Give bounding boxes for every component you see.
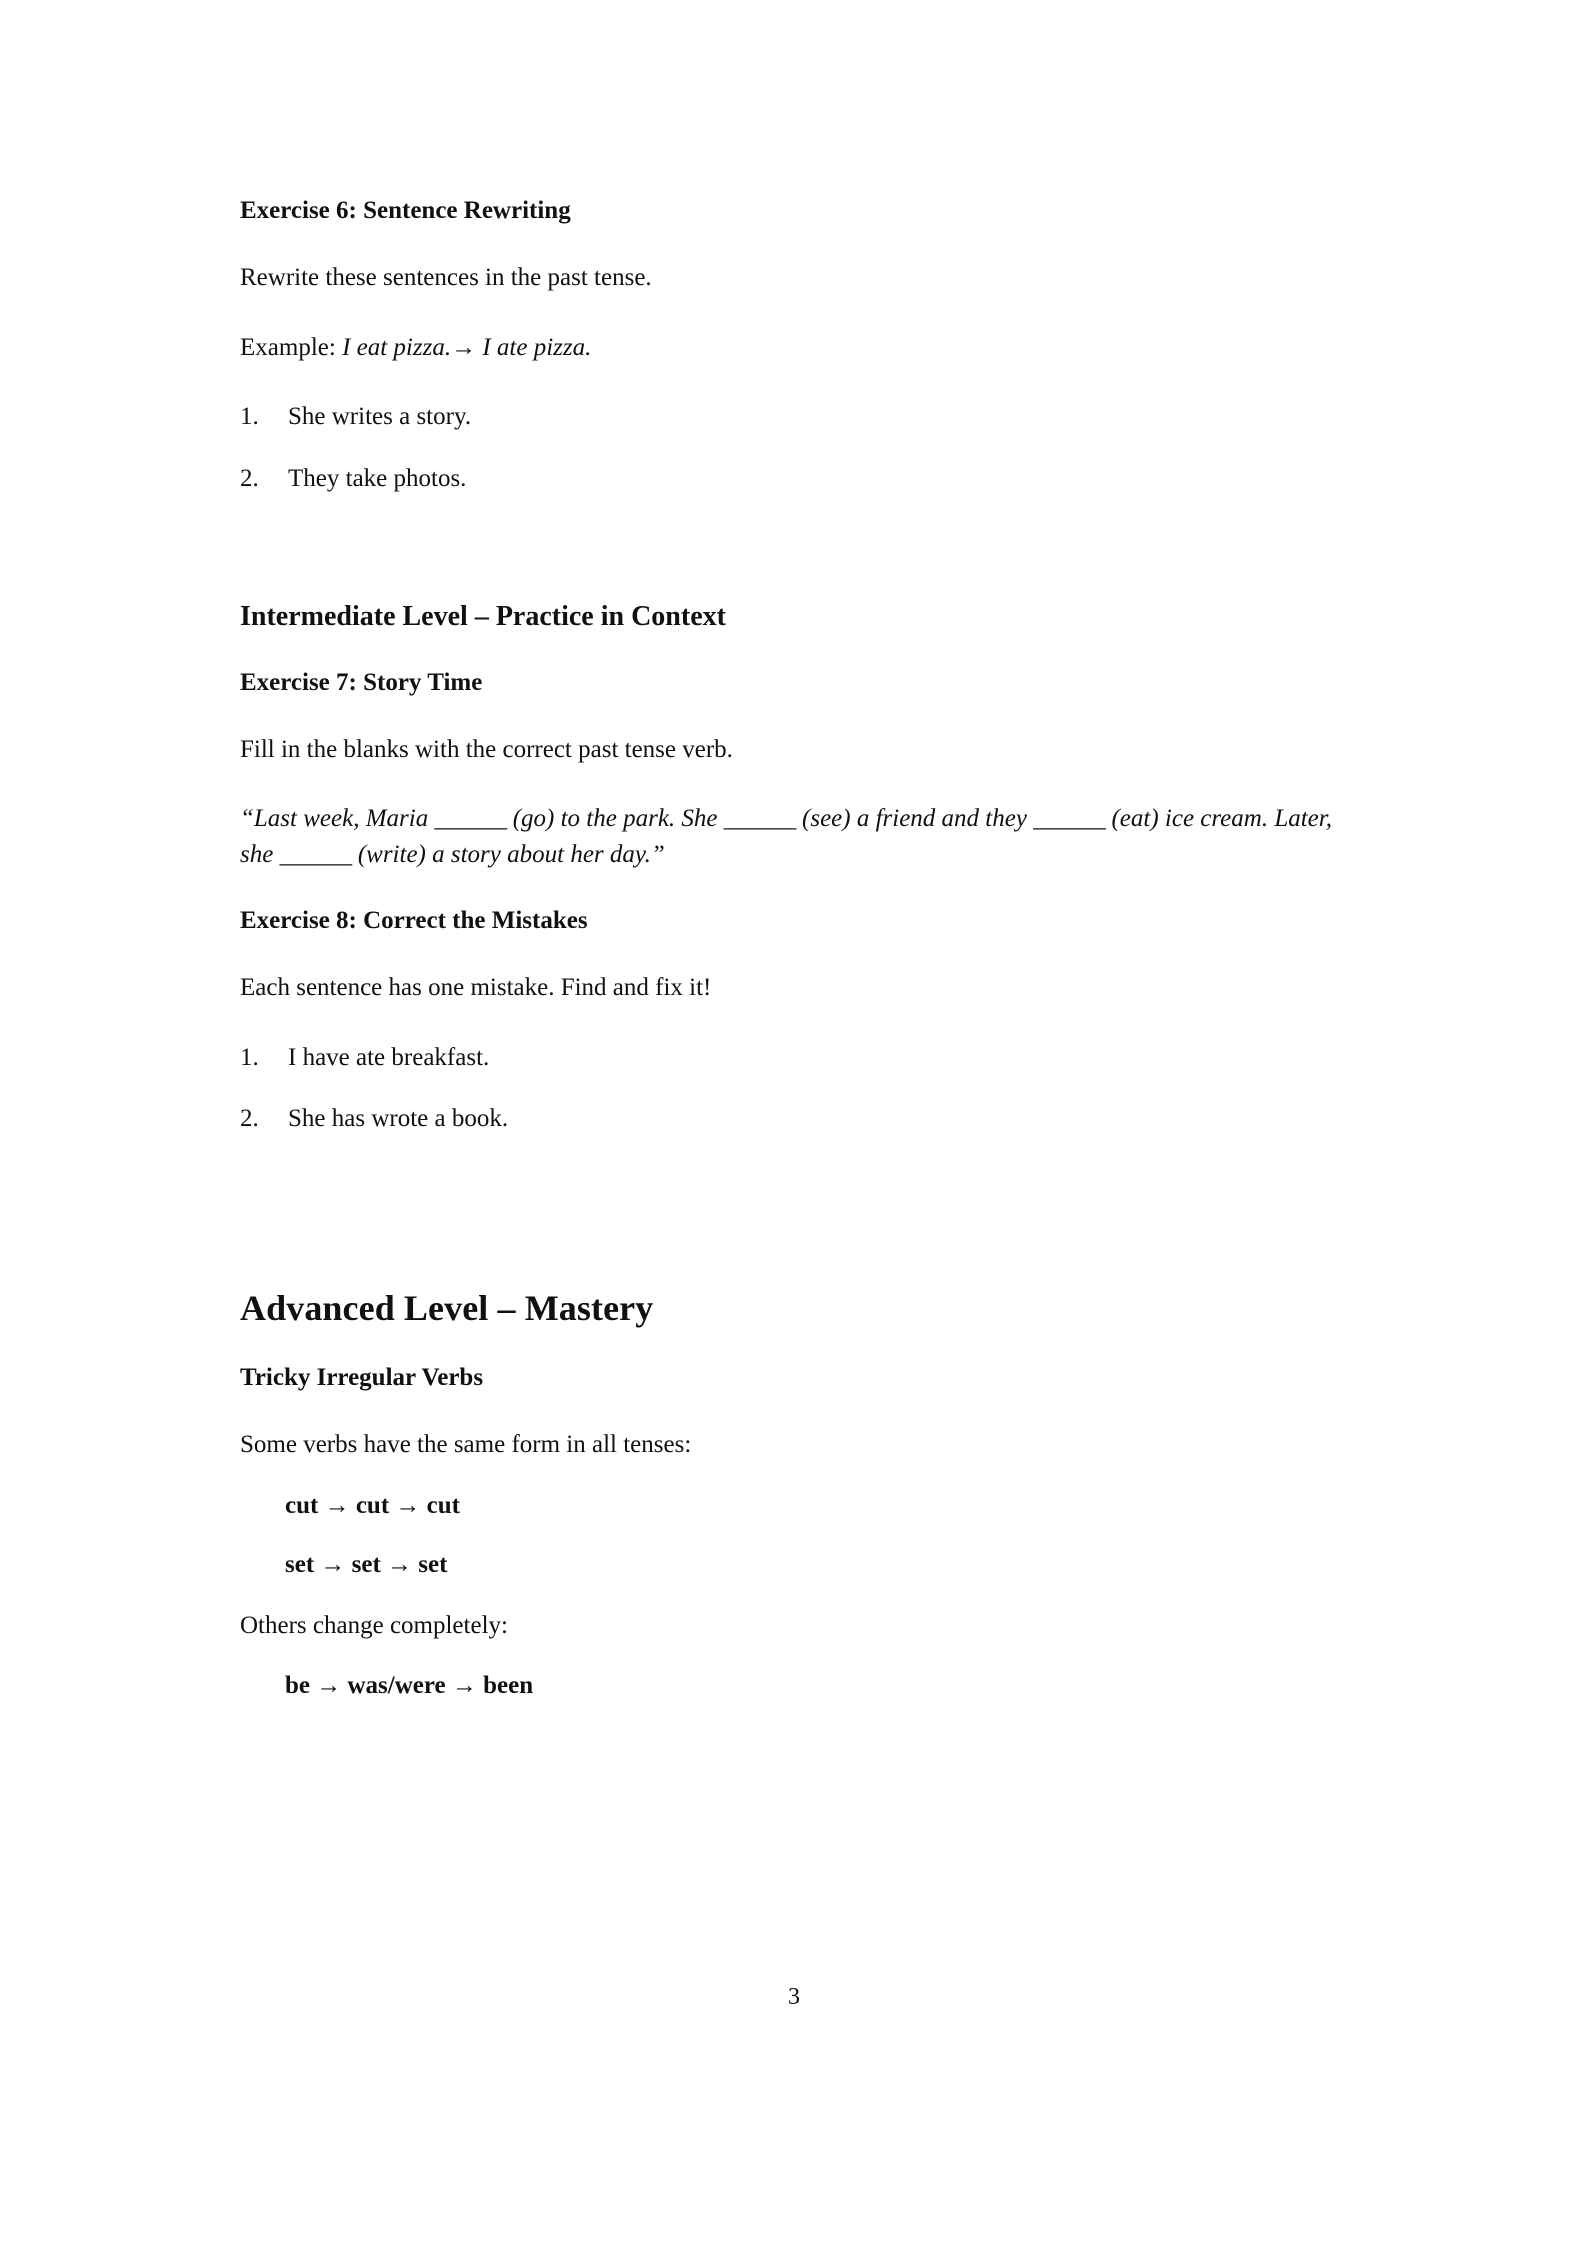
page-number: 3 [788,1984,800,2010]
list-marker: 1. [240,1043,259,1071]
exercise-6-instruction: Rewrite these sentences in the past tense. [240,264,652,291]
spacer [240,634,1338,668]
spacer [240,1463,1338,1488]
spacer [240,1393,1338,1427]
spacer [240,936,1338,970]
list-item [240,1101,1338,1137]
spacer [240,872,1338,906]
list-item [240,1040,1338,1076]
verb-chain-be: be → was/were → been [285,1672,534,1700]
spacer [240,1329,1338,1363]
fill-in-blank-3[interactable]: ______ [1033,805,1106,833]
page-content [240,196,1338,1704]
story-text-4: (eat) ice cream. Later, she [240,805,1332,868]
same-form-intro: Some verbs have the same form in all tenses: [240,1431,692,1459]
spacer [240,1643,1338,1668]
example-text: I eat pizza.→ I ate pizza. [342,333,592,361]
spacer [240,296,1338,330]
fill-in-blank-4[interactable]: ______ [279,840,352,868]
verb-chain-set: set → set → set [285,1551,448,1579]
list-marker: 1. [240,403,259,430]
fill-in-blank-1[interactable]: ______ [434,805,507,833]
exercise-8-instruction: Each sentence has one mistake. Find and fix it! [240,974,712,1002]
list-item [240,399,1338,435]
exercise-8-heading: Exercise 8: Correct the Mistakes [240,907,588,935]
fill-in-blank-2[interactable]: ______ [723,805,796,833]
spacer [240,1583,1338,1608]
list-item-text: She writes a story. [288,403,472,430]
exercise-7-heading: Exercise 7: Story Time [240,668,483,696]
advanced-level-heading: Advanced Level – Mastery [240,1287,654,1328]
spacer [240,1137,1338,1287]
list-marker: 2. [240,464,259,492]
list-item-text: They take photos. [288,464,467,492]
story-text-5: (write) a story about her day.” [351,840,665,868]
change-completely-intro: Others change completely: [240,1611,508,1639]
list-item-text: I have ate breakfast. [288,1043,490,1071]
exercise-7-instruction: Fill in the blanks with the correct past tense verb. [240,735,733,763]
exercise-6-heading: Exercise 6: Sentence Rewriting [240,197,571,224]
tricky-irregular-verbs-heading: Tricky Irregular Verbs [240,1364,484,1392]
example-label: Example: [240,333,343,361]
exercise-8-list [240,1040,1338,1137]
story-text-2: (go) to the park. She [506,805,724,833]
list-marker: 2. [240,1105,259,1133]
exercise-6-example [240,330,1338,366]
story-text-3: (see) a friend and they [795,805,1034,833]
spacer [240,365,1338,399]
spacer [240,1006,1338,1040]
spacer [240,767,1338,801]
exercise-6-list [240,399,1338,496]
list-item-text: She has wrote a book. [288,1105,509,1133]
verb-chain-cut: cut → cut → cut [285,1491,460,1519]
story-text-1: “Last week, Maria [240,805,435,833]
exercise-7-story [240,801,1338,872]
spacer [240,496,1338,600]
spacer [240,698,1338,732]
intermediate-level-heading: Intermediate Level – Practice in Context [240,601,726,632]
spacer [240,226,1338,260]
list-item [240,461,1338,497]
